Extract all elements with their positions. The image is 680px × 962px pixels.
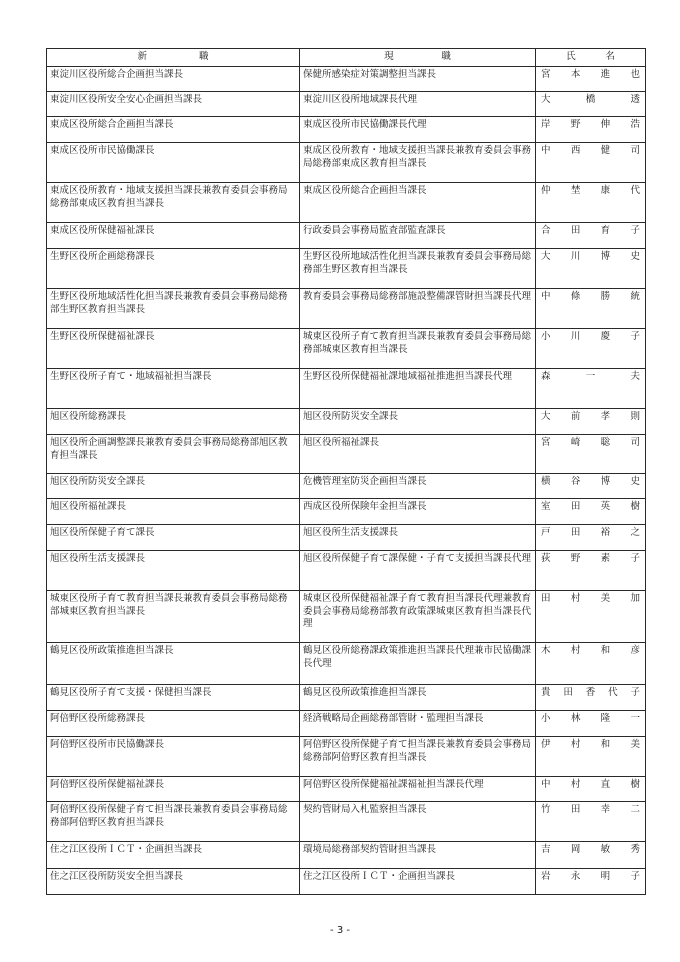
- char: 田: [570, 804, 581, 815]
- current-post-cell: 保健所感染症対策調整担当課長: [300, 67, 536, 92]
- char: 和: [600, 739, 611, 750]
- current-post-cell: 環境局総務部契約管財担当課長: [300, 842, 536, 869]
- person-name: [539, 527, 642, 540]
- table-row: [47, 183, 646, 223]
- char: 子: [630, 687, 640, 698]
- name-cell: [536, 329, 646, 369]
- char: 子: [630, 553, 640, 564]
- char: 埜: [570, 185, 581, 196]
- table-body: [47, 67, 646, 895]
- person-name: [539, 804, 642, 817]
- person-name: [539, 185, 642, 198]
- table-row: [47, 67, 646, 92]
- char: 聡: [600, 437, 611, 448]
- char: 林: [570, 713, 581, 724]
- char: 幸: [600, 804, 611, 815]
- char: 素: [600, 553, 611, 564]
- char: 直: [600, 779, 611, 790]
- current-post-cell: 住之江区役所ＩＣＴ・企画担当課長: [300, 869, 536, 895]
- char: 育: [600, 225, 611, 236]
- person-name: [539, 69, 642, 82]
- table-row: [47, 143, 646, 183]
- char: 浩: [630, 119, 640, 130]
- new-post-cell: 住之江区役所防災安全担当課長: [47, 869, 300, 895]
- new-post-cell: 鶴見区役所政策推進担当課長: [47, 643, 300, 685]
- current-post-cell: 旭区役所福祉課長: [300, 435, 536, 474]
- char: 統: [630, 291, 640, 302]
- char: 岸: [541, 119, 551, 130]
- name-cell: [536, 249, 646, 289]
- person-name: [539, 94, 642, 107]
- table-row: [47, 289, 646, 329]
- char: 史: [630, 251, 640, 262]
- char: 崎: [570, 437, 581, 448]
- char: 代: [608, 687, 618, 698]
- char: 中: [541, 779, 551, 790]
- char: 村: [570, 645, 581, 656]
- char: 野: [570, 119, 581, 130]
- current-post-cell: 行政委員会事務局監査部監査課長: [300, 223, 536, 249]
- person-name: [539, 779, 642, 792]
- char: 宮: [541, 437, 551, 448]
- person-name: [539, 437, 642, 450]
- char: 則: [630, 411, 640, 422]
- char: 明: [600, 871, 611, 882]
- char: 樹: [630, 501, 640, 512]
- char: 川: [570, 331, 581, 342]
- person-name: [539, 553, 642, 566]
- char: 田: [541, 593, 551, 604]
- new-post-cell: 東淀川区役所総合企画担当課長: [47, 67, 300, 92]
- char: 横: [541, 476, 551, 487]
- table-row: [47, 249, 646, 289]
- name-cell: [536, 737, 646, 777]
- char: 司: [630, 145, 640, 156]
- char: 司: [630, 437, 640, 448]
- char: 裕: [600, 527, 611, 538]
- name-cell: [536, 369, 646, 409]
- char: 彦: [630, 645, 640, 656]
- person-name: [539, 593, 642, 606]
- char: 大: [541, 94, 551, 105]
- new-post-cell: 生野区役所保健福祉課長: [47, 329, 300, 369]
- name-cell: [536, 525, 646, 551]
- char: 谷: [570, 476, 581, 487]
- new-post-cell: 旭区役所防災安全課長: [47, 474, 300, 499]
- current-post-cell: 東成区役所教育・地域支援担当課長兼教育委員会事務局総務部東成区教育担当課長: [300, 143, 536, 183]
- name-cell: [536, 435, 646, 474]
- person-name: [539, 119, 642, 132]
- char: 戸: [541, 527, 551, 538]
- char: 小: [541, 713, 551, 724]
- new-post-cell: 阿倍野区役所総務課長: [47, 711, 300, 737]
- person-name: [539, 331, 642, 344]
- person-name: [539, 476, 642, 489]
- char: 森: [541, 371, 551, 382]
- char: 敏: [600, 844, 611, 855]
- person-name: [539, 291, 642, 304]
- header-name-label: [539, 51, 642, 64]
- char: 隆: [600, 713, 611, 724]
- char: 博: [600, 251, 611, 262]
- person-name: [539, 687, 642, 700]
- char: 伊: [541, 739, 551, 750]
- char: 村: [570, 779, 581, 790]
- current-post-cell: 城東区役所子育て教育担当課長兼教育委員会事務局総務部城東区教育担当課長: [300, 329, 536, 369]
- char: 康: [600, 185, 611, 196]
- new-post-cell: 旭区役所福祉課長: [47, 499, 300, 525]
- new-post-cell: 旭区役所保健子育て課長: [47, 525, 300, 551]
- char: 健: [600, 145, 611, 156]
- char: 慶: [600, 331, 611, 342]
- current-post-cell: 東成区役所総合企画担当課長: [300, 183, 536, 223]
- char: 貴: [541, 687, 551, 698]
- char: 伸: [600, 119, 611, 130]
- char: 中: [541, 145, 551, 156]
- table-row: [47, 869, 646, 895]
- char: 二: [630, 804, 640, 815]
- char: 吉: [541, 844, 551, 855]
- char: 荻: [541, 553, 551, 564]
- name-cell: [536, 117, 646, 143]
- char: 勝: [600, 291, 611, 302]
- char: 博: [600, 476, 611, 487]
- name-cell: [536, 711, 646, 737]
- table-row: [47, 685, 646, 711]
- new-post-cell: 阿倍野区役所保健子育て担当課長兼教育委員会事務局総務部阿倍野区教育担当課長: [47, 802, 300, 842]
- char: 進: [600, 69, 611, 80]
- name-cell: [536, 591, 646, 643]
- person-name: [539, 713, 642, 726]
- char: 美: [600, 593, 611, 604]
- current-post-cell: 西成区役所保険年金担当課長: [300, 499, 536, 525]
- page-number: - 3 -: [330, 925, 350, 936]
- char: 英: [600, 501, 611, 512]
- new-post-cell: 旭区役所生活支援課長: [47, 551, 300, 591]
- table-row: [47, 525, 646, 551]
- table-row: [47, 92, 646, 117]
- table-row: [47, 711, 646, 737]
- table-row: [47, 435, 646, 474]
- new-post-cell: 生野区役所地域活性化担当課長兼教育委員会事務局総務部生野区教育担当課長: [47, 289, 300, 329]
- char: 樹: [630, 779, 640, 790]
- char: 透: [630, 94, 640, 105]
- char: 本: [570, 69, 581, 80]
- char: 之: [630, 527, 640, 538]
- header-current-post: [300, 49, 536, 67]
- char: 橋: [585, 94, 596, 105]
- char: 子: [630, 331, 640, 342]
- name-cell: [536, 842, 646, 869]
- current-post-cell: 経済戦略局企画総務部管財・監理担当課長: [300, 711, 536, 737]
- char: 前: [570, 411, 581, 422]
- current-post-cell: 東成区役所市民協働課長代理: [300, 117, 536, 143]
- char: 永: [570, 871, 581, 882]
- char: 現: [384, 51, 394, 63]
- person-name: [539, 844, 642, 857]
- new-post-cell: 東成区役所保健福祉課長: [47, 223, 300, 249]
- new-post-cell: 旭区役所総務課長: [47, 409, 300, 435]
- current-post-cell: 城東区役所保健福祉課子育て教育担当課長代理兼教育委員会事務局総務部教育政策課城東区教育担当課長代理: [300, 591, 536, 643]
- char: 也: [630, 69, 640, 80]
- char: 一: [630, 713, 640, 724]
- char: 子: [630, 225, 640, 236]
- char: 香: [585, 687, 596, 698]
- new-post-cell: 東成区役所総合企画担当課長: [47, 117, 300, 143]
- table-row: [47, 737, 646, 777]
- table-row: [47, 369, 646, 409]
- char: 子: [630, 871, 640, 882]
- char: 川: [570, 251, 581, 262]
- header-new-post: [47, 49, 300, 67]
- char: 仲: [541, 185, 551, 196]
- header-current-post-label: [303, 51, 532, 64]
- char: 室: [541, 501, 551, 512]
- char: 野: [570, 553, 581, 564]
- current-post-cell: 旭区役所保健子育て課保健・子育て支援担当課長代理: [300, 551, 536, 591]
- char: 大: [541, 411, 551, 422]
- char: 一: [585, 371, 596, 382]
- name-cell: [536, 643, 646, 685]
- name-cell: [536, 409, 646, 435]
- table-row: [47, 499, 646, 525]
- header-name: [536, 49, 646, 67]
- char: 田: [570, 527, 581, 538]
- char: 田: [570, 501, 581, 512]
- table-row: [47, 802, 646, 842]
- char: 西: [570, 145, 581, 156]
- char: 代: [630, 185, 640, 196]
- char: 村: [570, 593, 581, 604]
- table-row: [47, 777, 646, 802]
- current-post-cell: 鶴見区役所政策推進担当課長: [300, 685, 536, 711]
- name-cell: [536, 67, 646, 92]
- person-name: [539, 145, 642, 158]
- char: 田: [570, 225, 581, 236]
- current-post-cell: 教育委員会事務局総務部施設整備課管財担当課長代理: [300, 289, 536, 329]
- table-header-row: [47, 49, 646, 67]
- table-row: [47, 329, 646, 369]
- table-row: [47, 474, 646, 499]
- name-cell: [536, 685, 646, 711]
- current-post-cell: 東淀川区役所地域課長代理: [300, 92, 536, 117]
- current-post-cell: 鶴見区役所総務課政策推進担当課長代理兼市民協働課長代理: [300, 643, 536, 685]
- char: 村: [570, 739, 581, 750]
- person-name: [539, 645, 642, 658]
- table-row: [47, 591, 646, 643]
- char: 美: [630, 739, 640, 750]
- char: 小: [541, 331, 551, 342]
- char: 條: [570, 291, 581, 302]
- char: 合: [541, 225, 551, 236]
- person-name: [539, 739, 642, 752]
- new-post-cell: 住之江区役所ＩＣＴ・企画担当課長: [47, 842, 300, 869]
- current-post-cell: 危機管理室防災企画担当課長: [300, 474, 536, 499]
- current-post-cell: 生野区役所地域活性化担当課長兼教育委員会事務局総務部生野区教育担当課長: [300, 249, 536, 289]
- new-post-cell: 城東区役所子育て教育担当課長兼教育委員会事務局総務部城東区教育担当課長: [47, 591, 300, 643]
- char: 史: [630, 476, 640, 487]
- header-new-post-label: [50, 51, 296, 64]
- char: 中: [541, 291, 551, 302]
- name-cell: [536, 551, 646, 591]
- new-post-cell: 旭区役所企画調整課長兼教育委員会事務局総務部旭区教育担当課長: [47, 435, 300, 474]
- person-name: [539, 501, 642, 514]
- name-cell: [536, 92, 646, 117]
- current-post-cell: 阿倍野区役所保健子育て担当課長兼教育委員会事務局総務部阿倍野区教育担当課長: [300, 737, 536, 777]
- person-name: [539, 225, 642, 238]
- char: 孝: [600, 411, 611, 422]
- name-cell: [536, 777, 646, 802]
- char: 名: [605, 51, 615, 63]
- table-row: [47, 409, 646, 435]
- char: 氏: [566, 51, 576, 63]
- person-name: [539, 251, 642, 264]
- table-row: [47, 223, 646, 249]
- current-post-cell: 阿倍野区役所保健福祉課福祉担当課長代理: [300, 777, 536, 802]
- char: 加: [630, 593, 640, 604]
- name-cell: [536, 183, 646, 223]
- table-row: [47, 842, 646, 869]
- person-name: [539, 371, 642, 384]
- char: 和: [600, 645, 611, 656]
- char: 夫: [630, 371, 640, 382]
- char: 岩: [541, 871, 551, 882]
- person-name: [539, 411, 642, 424]
- personnel-table: [46, 48, 646, 895]
- new-post-cell: 鶴見区役所子育て支援・保健担当課長: [47, 685, 300, 711]
- current-post-cell: 生野区役所保健福祉課地域福祉推進担当課長代理: [300, 369, 536, 409]
- name-cell: [536, 143, 646, 183]
- name-cell: [536, 869, 646, 895]
- current-post-cell: 旭区役所防災安全課長: [300, 409, 536, 435]
- name-cell: [536, 802, 646, 842]
- char: 田: [563, 687, 573, 698]
- char: 竹: [541, 804, 551, 815]
- char: 職: [198, 51, 209, 63]
- name-cell: [536, 223, 646, 249]
- current-post-cell: 契約管財局入札監察担当課長: [300, 802, 536, 842]
- new-post-cell: 東成区役所教育・地域支援担当課長兼教育委員会事務局総務部東成区教育担当課長: [47, 183, 300, 223]
- char: 岡: [570, 844, 581, 855]
- current-post-cell: 旭区役所生活支援課長: [300, 525, 536, 551]
- new-post-cell: 生野区役所企画総務課長: [47, 249, 300, 289]
- new-post-cell: 生野区役所子育て・地域福祉担当課長: [47, 369, 300, 409]
- table-row: [47, 117, 646, 143]
- char: 新: [137, 51, 147, 63]
- person-name: [539, 871, 642, 884]
- name-cell: [536, 474, 646, 499]
- char: 木: [541, 645, 551, 656]
- char: 秀: [630, 844, 640, 855]
- table-row: [47, 551, 646, 591]
- new-post-cell: 阿倍野区役所市民協働課長: [47, 737, 300, 777]
- table-row: [47, 643, 646, 685]
- name-cell: [536, 289, 646, 329]
- char: 宮: [541, 69, 551, 80]
- char: 大: [541, 251, 551, 262]
- char: 職: [441, 51, 451, 63]
- new-post-cell: 東成区役所市民協働課長: [47, 143, 300, 183]
- new-post-cell: 阿倍野区役所保健福祉課長: [47, 777, 300, 802]
- new-post-cell: 東淀川区役所安全安心企画担当課長: [47, 92, 300, 117]
- name-cell: [536, 499, 646, 525]
